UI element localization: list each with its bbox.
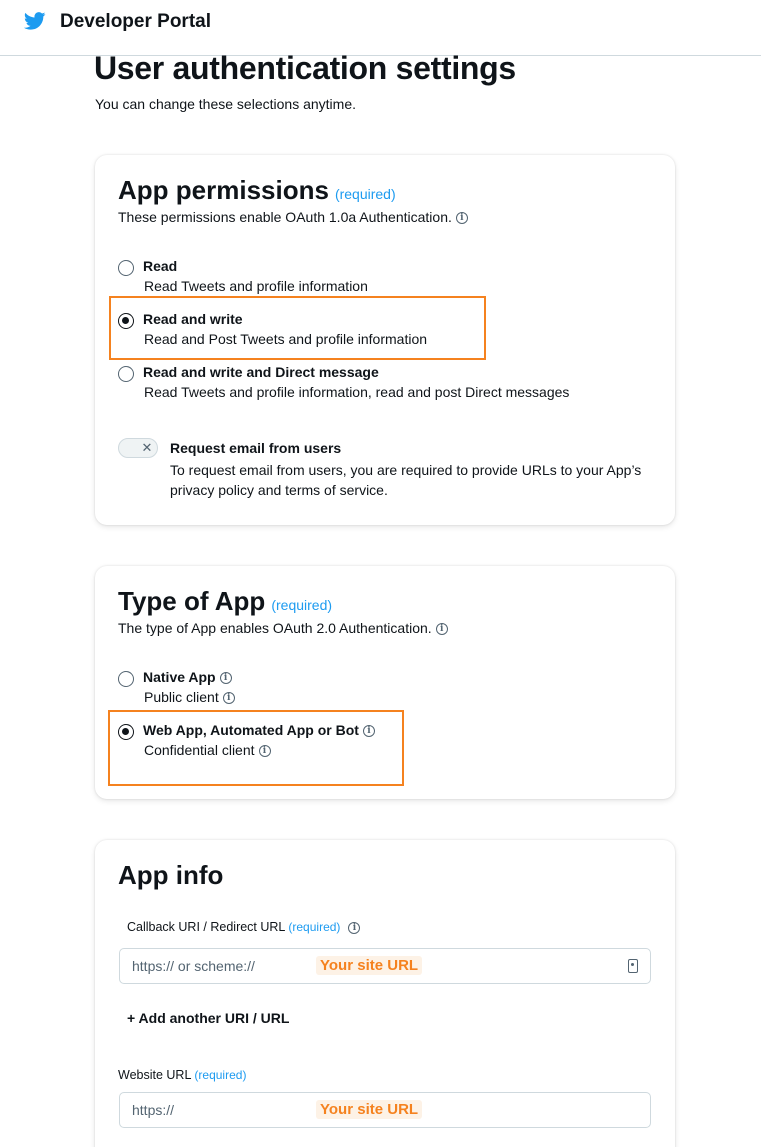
required-tag: (required) (271, 597, 333, 613)
option-description: Read Tweets and profile information, read and post Direct messages (144, 384, 570, 400)
option-description: Read Tweets and profile information (144, 278, 368, 294)
website-url-input[interactable] (119, 1092, 651, 1128)
highlight-box (109, 296, 486, 360)
callback-url-input[interactable] (119, 948, 651, 984)
option-label: Native App i (143, 669, 232, 685)
info-icon[interactable]: i (363, 725, 375, 737)
option-label: Web App, Automated App or Bot i (143, 722, 375, 738)
option-label: Read and write and Direct message (143, 364, 379, 380)
page-subtitle: You can change these selections anytime. (95, 96, 356, 112)
input-placeholder: https:// (132, 1102, 175, 1118)
option-description: Read and Post Tweets and profile information (144, 331, 428, 347)
app-info-card (95, 840, 675, 1147)
input-placeholder: https:// or scheme:// (132, 958, 255, 974)
info-icon[interactable]: i (223, 692, 235, 704)
portal-brand-title[interactable]: Developer Portal (60, 11, 211, 32)
radio-button-selected[interactable] (118, 724, 134, 740)
site-url-annotation: Your site URL (316, 1100, 422, 1119)
required-tag: (required) (334, 186, 396, 202)
type-of-app-card (95, 566, 675, 799)
page-title: User authentication settings (94, 50, 516, 86)
twitter-bird-icon[interactable] (24, 12, 46, 30)
radio-button[interactable] (118, 366, 134, 382)
request-email-label: Request email from users (170, 440, 342, 456)
callback-url-label: Callback URI / Redirect URL (required) i (127, 920, 360, 934)
password-key-icon[interactable] (628, 959, 638, 973)
request-email-description: To request email from users, you are required to provide URLs to your App’s privacy policy and terms of service. (170, 462, 642, 498)
option-label: Read and write (143, 311, 243, 327)
app-permissions-title: App permissions (required) (118, 175, 396, 205)
site-url-annotation: Your site URL (316, 956, 422, 975)
required-tag: (required) (194, 1068, 247, 1082)
type-of-app-title: Type of App (required) (118, 586, 333, 616)
request-email-toggle[interactable] (118, 438, 158, 458)
top-header (0, 0, 761, 56)
option-description: Confidential client i (144, 742, 271, 758)
radio-button-selected[interactable] (118, 313, 134, 329)
app-info-title: App info (118, 860, 224, 890)
add-another-uri-button[interactable]: + Add another URI / URL (127, 1010, 290, 1026)
website-url-label: Website URL (required) (118, 1068, 247, 1082)
info-icon[interactable]: i (348, 922, 360, 934)
app-permissions-description: These permissions enable OAuth 1.0a Authentication. i (118, 209, 468, 225)
radio-button[interactable] (118, 260, 134, 276)
info-icon[interactable]: i (436, 623, 448, 635)
option-label: Read (143, 258, 178, 274)
app-permissions-card (95, 155, 675, 525)
radio-button[interactable] (118, 671, 134, 687)
info-icon[interactable]: i (456, 212, 468, 224)
type-of-app-description: The type of App enables OAuth 2.0 Authentication. i (118, 620, 448, 636)
required-tag: (required) (288, 920, 341, 934)
info-icon[interactable]: i (220, 672, 232, 684)
info-icon[interactable]: i (259, 745, 271, 757)
option-description: Public client i (144, 689, 235, 705)
close-icon: ✕ (141, 440, 153, 455)
